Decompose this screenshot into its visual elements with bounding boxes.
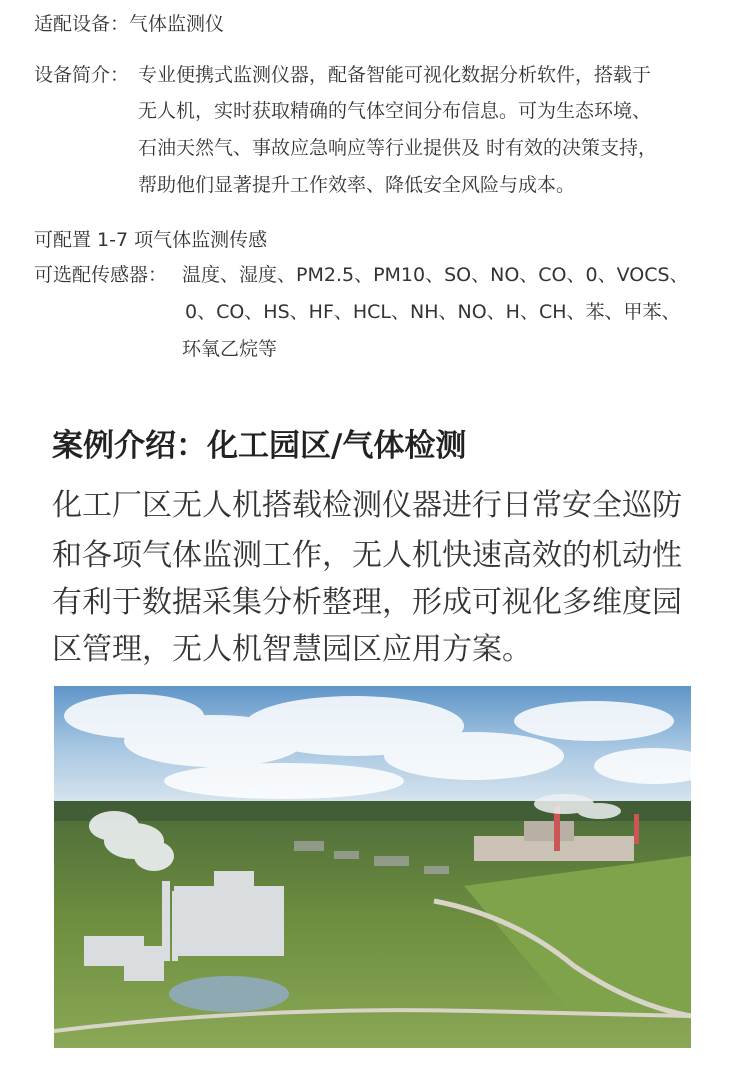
sensor-config-line: 可配置 1-7 项气体监测传感 [34, 229, 268, 251]
case-title: 案例介绍：化工园区/气体检测 [52, 428, 467, 464]
intro-line: 专业便携式监测仪器，配备智能可视化数据分析软件，搭载于 [138, 64, 652, 86]
device-row [34, 5, 224, 43]
intro-line: 无人机，实时获取精确的气体空间分布信息。可为生态环境、 [138, 100, 652, 122]
intro-label: 设备简介： [34, 64, 130, 86]
sensor-line: 环氧乙烷等 [182, 338, 278, 360]
device-value: 气体监测仪 [129, 13, 225, 35]
chemical-park-photo [54, 686, 691, 1048]
case-line: 化工厂区无人机搭载检测仪器进行日常安全巡防 [52, 488, 682, 523]
chemical-park-illustration [54, 686, 691, 1048]
sensor-label: 可选配传感器： [34, 264, 168, 286]
intro-line: 石油天然气、事故应急响应等行业提供及 时有效的决策支持， [138, 137, 658, 159]
case-line: 区管理，无人机智慧园区应用方案。 [52, 632, 532, 667]
sensor-line: 温度、湿度、PM2.5、PM10、SO、NO、CO、0、VOCS、 [182, 264, 689, 286]
intro-line: 帮助他们显著提升工作效率、降低安全风险与成本。 [138, 174, 576, 196]
case-line: 有利于数据采集分析整理，形成可视化多维度园 [52, 585, 682, 620]
case-line: 和各项气体监测工作，无人机快速高效的机动性 [52, 538, 682, 573]
lake [169, 976, 289, 1012]
device-label: 适配设备： [34, 13, 130, 35]
sensor-line: 0、CO、HS、HF、HCL、NH、NO、H、CH、苯、甲苯、 [185, 301, 681, 323]
